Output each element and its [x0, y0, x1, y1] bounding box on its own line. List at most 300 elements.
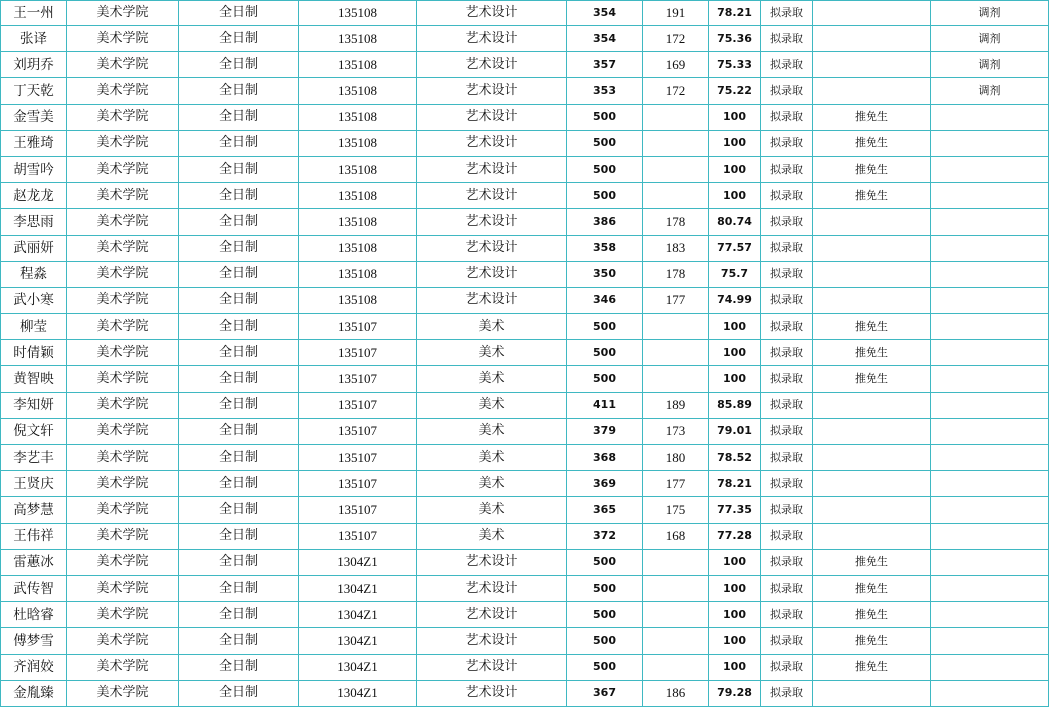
- college-cell: 美术学院: [67, 183, 179, 209]
- name-cell: 程淼: [1, 261, 67, 287]
- remark-cell: [931, 366, 1049, 392]
- major-name-cell: 艺术设计: [417, 654, 567, 680]
- name-cell: 时倩颖: [1, 340, 67, 366]
- admission-status-cell: 拟录取: [761, 366, 813, 392]
- table-row: [1, 628, 1049, 654]
- major-code-cell: 135107: [299, 392, 417, 418]
- remark-cell: [931, 523, 1049, 549]
- study-mode-cell: 全日制: [179, 1, 299, 26]
- study-mode-cell: 全日制: [179, 680, 299, 706]
- exempt-type-cell: [813, 1, 931, 26]
- major-name-cell: 艺术设计: [417, 261, 567, 287]
- total-score-cell: 74.99: [709, 287, 761, 313]
- table-row: [1, 183, 1049, 209]
- total-score-cell: 100: [709, 575, 761, 601]
- table-row: [1, 549, 1049, 575]
- college-cell: 美术学院: [67, 209, 179, 235]
- college-cell: 美术学院: [67, 497, 179, 523]
- remark-cell: [931, 628, 1049, 654]
- major-code-cell: 1304Z1: [299, 628, 417, 654]
- prelim-score-cell: 372: [567, 523, 643, 549]
- table-row: [1, 497, 1049, 523]
- college-cell: 美术学院: [67, 471, 179, 497]
- admission-status-cell: 拟录取: [761, 497, 813, 523]
- admission-status-cell: 拟录取: [761, 104, 813, 130]
- table-row: [1, 340, 1049, 366]
- admission-status-cell: 拟录取: [761, 445, 813, 471]
- table-row: [1, 680, 1049, 706]
- major-name-cell: 艺术设计: [417, 52, 567, 78]
- remark-cell: [931, 575, 1049, 601]
- table-row: [1, 575, 1049, 601]
- remark-cell: [931, 314, 1049, 340]
- total-score-cell: 78.52: [709, 445, 761, 471]
- major-code-cell: 1304Z1: [299, 549, 417, 575]
- admission-status-cell: 拟录取: [761, 287, 813, 313]
- name-cell: 武传智: [1, 575, 67, 601]
- name-cell: 柳莹: [1, 314, 67, 340]
- remark-cell: 调剂: [931, 78, 1049, 104]
- exempt-type-cell: [813, 287, 931, 313]
- study-mode-cell: 全日制: [179, 261, 299, 287]
- major-code-cell: 135107: [299, 418, 417, 444]
- retest-score-cell: 186: [643, 680, 709, 706]
- exempt-type-cell: [813, 78, 931, 104]
- remark-cell: [931, 392, 1049, 418]
- major-name-cell: 艺术设计: [417, 78, 567, 104]
- total-score-cell: 75.33: [709, 52, 761, 78]
- total-score-cell: 78.21: [709, 1, 761, 26]
- name-cell: 黄智映: [1, 366, 67, 392]
- prelim-score-cell: 500: [567, 366, 643, 392]
- name-cell: 杜晗睿: [1, 602, 67, 628]
- table-row: [1, 418, 1049, 444]
- study-mode-cell: 全日制: [179, 628, 299, 654]
- remark-cell: 调剂: [931, 52, 1049, 78]
- study-mode-cell: 全日制: [179, 445, 299, 471]
- major-name-cell: 美术: [417, 366, 567, 392]
- major-name-cell: 美术: [417, 392, 567, 418]
- college-cell: 美术学院: [67, 549, 179, 575]
- name-cell: 武丽妍: [1, 235, 67, 261]
- exempt-type-cell: 推免生: [813, 549, 931, 575]
- table-row: [1, 314, 1049, 340]
- exempt-type-cell: 推免生: [813, 654, 931, 680]
- name-cell: 齐润姣: [1, 654, 67, 680]
- total-score-cell: 100: [709, 366, 761, 392]
- total-score-cell: 100: [709, 602, 761, 628]
- major-name-cell: 艺术设计: [417, 628, 567, 654]
- retest-score-cell: 172: [643, 78, 709, 104]
- college-cell: 美术学院: [67, 602, 179, 628]
- remark-cell: [931, 549, 1049, 575]
- major-code-cell: 135108: [299, 1, 417, 26]
- prelim-score-cell: 353: [567, 78, 643, 104]
- total-score-cell: 100: [709, 130, 761, 156]
- table-row: [1, 392, 1049, 418]
- name-cell: 刘玥乔: [1, 52, 67, 78]
- admission-status-cell: 拟录取: [761, 628, 813, 654]
- retest-score-cell: 177: [643, 471, 709, 497]
- major-code-cell: 135107: [299, 523, 417, 549]
- name-cell: 傅梦雪: [1, 628, 67, 654]
- major-name-cell: 艺术设计: [417, 575, 567, 601]
- exempt-type-cell: 推免生: [813, 602, 931, 628]
- remark-cell: [931, 183, 1049, 209]
- table-row: [1, 366, 1049, 392]
- total-score-cell: 75.7: [709, 261, 761, 287]
- prelim-score-cell: 500: [567, 602, 643, 628]
- major-name-cell: 艺术设计: [417, 602, 567, 628]
- exempt-type-cell: [813, 209, 931, 235]
- major-name-cell: 美术: [417, 418, 567, 444]
- name-cell: 李思雨: [1, 209, 67, 235]
- exempt-type-cell: 推免生: [813, 366, 931, 392]
- retest-score-cell: [643, 366, 709, 392]
- college-cell: 美术学院: [67, 575, 179, 601]
- exempt-type-cell: [813, 497, 931, 523]
- college-cell: 美术学院: [67, 287, 179, 313]
- remark-cell: [931, 156, 1049, 182]
- exempt-type-cell: [813, 235, 931, 261]
- total-score-cell: 100: [709, 340, 761, 366]
- retest-score-cell: [643, 575, 709, 601]
- major-code-cell: 135108: [299, 261, 417, 287]
- exempt-type-cell: [813, 680, 931, 706]
- name-cell: 雷蕙冰: [1, 549, 67, 575]
- study-mode-cell: 全日制: [179, 287, 299, 313]
- total-score-cell: 100: [709, 654, 761, 680]
- admission-status-cell: 拟录取: [761, 261, 813, 287]
- exempt-type-cell: 推免生: [813, 628, 931, 654]
- college-cell: 美术学院: [67, 130, 179, 156]
- admission-status-cell: 拟录取: [761, 78, 813, 104]
- prelim-score-cell: 367: [567, 680, 643, 706]
- remark-cell: [931, 418, 1049, 444]
- admission-status-cell: 拟录取: [761, 183, 813, 209]
- remark-cell: [931, 654, 1049, 680]
- remark-cell: 调剂: [931, 1, 1049, 26]
- remark-cell: [931, 261, 1049, 287]
- name-cell: 王伟祥: [1, 523, 67, 549]
- prelim-score-cell: 369: [567, 471, 643, 497]
- retest-score-cell: 168: [643, 523, 709, 549]
- remark-cell: [931, 445, 1049, 471]
- table-row: [1, 156, 1049, 182]
- study-mode-cell: 全日制: [179, 314, 299, 340]
- major-name-cell: 艺术设计: [417, 235, 567, 261]
- major-code-cell: 135107: [299, 366, 417, 392]
- total-score-cell: 77.28: [709, 523, 761, 549]
- admission-status-cell: 拟录取: [761, 523, 813, 549]
- admission-status-cell: 拟录取: [761, 26, 813, 52]
- college-cell: 美术学院: [67, 1, 179, 26]
- study-mode-cell: 全日制: [179, 654, 299, 680]
- retest-score-cell: 172: [643, 26, 709, 52]
- study-mode-cell: 全日制: [179, 78, 299, 104]
- admission-status-cell: 拟录取: [761, 1, 813, 26]
- retest-score-cell: 175: [643, 497, 709, 523]
- major-name-cell: 艺术设计: [417, 130, 567, 156]
- prelim-score-cell: 500: [567, 654, 643, 680]
- major-code-cell: 135108: [299, 78, 417, 104]
- study-mode-cell: 全日制: [179, 575, 299, 601]
- exempt-type-cell: [813, 445, 931, 471]
- total-score-cell: 100: [709, 628, 761, 654]
- total-score-cell: 100: [709, 549, 761, 575]
- prelim-score-cell: 500: [567, 340, 643, 366]
- college-cell: 美术学院: [67, 654, 179, 680]
- study-mode-cell: 全日制: [179, 26, 299, 52]
- college-cell: 美术学院: [67, 680, 179, 706]
- prelim-score-cell: 357: [567, 52, 643, 78]
- admission-status-cell: 拟录取: [761, 418, 813, 444]
- table-row: [1, 471, 1049, 497]
- college-cell: 美术学院: [67, 104, 179, 130]
- college-cell: 美术学院: [67, 26, 179, 52]
- exempt-type-cell: [813, 26, 931, 52]
- study-mode-cell: 全日制: [179, 392, 299, 418]
- prelim-score-cell: 500: [567, 183, 643, 209]
- college-cell: 美术学院: [67, 340, 179, 366]
- remark-cell: [931, 602, 1049, 628]
- retest-score-cell: [643, 602, 709, 628]
- prelim-score-cell: 500: [567, 314, 643, 340]
- table-row: [1, 287, 1049, 313]
- table-row: [1, 235, 1049, 261]
- major-name-cell: 艺术设计: [417, 183, 567, 209]
- major-code-cell: 135108: [299, 52, 417, 78]
- total-score-cell: 77.57: [709, 235, 761, 261]
- name-cell: 丁天乾: [1, 78, 67, 104]
- exempt-type-cell: [813, 52, 931, 78]
- total-score-cell: 100: [709, 314, 761, 340]
- name-cell: 金胤臻: [1, 680, 67, 706]
- study-mode-cell: 全日制: [179, 523, 299, 549]
- retest-score-cell: 189: [643, 392, 709, 418]
- college-cell: 美术学院: [67, 392, 179, 418]
- table-row: [1, 1, 1049, 26]
- exempt-type-cell: [813, 523, 931, 549]
- total-score-cell: 79.28: [709, 680, 761, 706]
- major-name-cell: 艺术设计: [417, 209, 567, 235]
- major-code-cell: 135108: [299, 235, 417, 261]
- major-code-cell: 1304Z1: [299, 680, 417, 706]
- college-cell: 美术学院: [67, 235, 179, 261]
- admission-status-cell: 拟录取: [761, 471, 813, 497]
- admission-status-cell: 拟录取: [761, 130, 813, 156]
- total-score-cell: 75.36: [709, 26, 761, 52]
- study-mode-cell: 全日制: [179, 549, 299, 575]
- admission-status-cell: 拟录取: [761, 654, 813, 680]
- remark-cell: [931, 680, 1049, 706]
- major-code-cell: 135108: [299, 287, 417, 313]
- exempt-type-cell: 推免生: [813, 575, 931, 601]
- admission-status-cell: 拟录取: [761, 314, 813, 340]
- college-cell: 美术学院: [67, 52, 179, 78]
- retest-score-cell: [643, 156, 709, 182]
- admission-status-cell: 拟录取: [761, 680, 813, 706]
- exempt-type-cell: 推免生: [813, 340, 931, 366]
- prelim-score-cell: 500: [567, 628, 643, 654]
- major-name-cell: 艺术设计: [417, 104, 567, 130]
- admission-status-cell: 拟录取: [761, 235, 813, 261]
- college-cell: 美术学院: [67, 628, 179, 654]
- major-name-cell: 艺术设计: [417, 549, 567, 575]
- table-row: [1, 654, 1049, 680]
- table-row: [1, 602, 1049, 628]
- retest-score-cell: 183: [643, 235, 709, 261]
- name-cell: 倪文轩: [1, 418, 67, 444]
- name-cell: 张译: [1, 26, 67, 52]
- major-code-cell: 1304Z1: [299, 575, 417, 601]
- name-cell: 武小寒: [1, 287, 67, 313]
- study-mode-cell: 全日制: [179, 52, 299, 78]
- table-row: [1, 445, 1049, 471]
- major-code-cell: 135108: [299, 130, 417, 156]
- admission-status-cell: 拟录取: [761, 52, 813, 78]
- major-code-cell: 135107: [299, 445, 417, 471]
- study-mode-cell: 全日制: [179, 209, 299, 235]
- major-name-cell: 艺术设计: [417, 1, 567, 26]
- study-mode-cell: 全日制: [179, 235, 299, 261]
- remark-cell: [931, 287, 1049, 313]
- name-cell: 赵龙龙: [1, 183, 67, 209]
- prelim-score-cell: 346: [567, 287, 643, 313]
- study-mode-cell: 全日制: [179, 104, 299, 130]
- table-row: [1, 78, 1049, 104]
- retest-score-cell: [643, 104, 709, 130]
- college-cell: 美术学院: [67, 523, 179, 549]
- prelim-score-cell: 386: [567, 209, 643, 235]
- study-mode-cell: 全日制: [179, 497, 299, 523]
- prelim-score-cell: 354: [567, 1, 643, 26]
- remark-cell: [931, 209, 1049, 235]
- major-code-cell: 135108: [299, 156, 417, 182]
- table-row: [1, 104, 1049, 130]
- retest-score-cell: 178: [643, 261, 709, 287]
- major-code-cell: 135107: [299, 314, 417, 340]
- name-cell: 王雅琦: [1, 130, 67, 156]
- retest-score-cell: 191: [643, 1, 709, 26]
- admission-status-cell: 拟录取: [761, 392, 813, 418]
- total-score-cell: 79.01: [709, 418, 761, 444]
- total-score-cell: 100: [709, 183, 761, 209]
- college-cell: 美术学院: [67, 314, 179, 340]
- exempt-type-cell: [813, 261, 931, 287]
- total-score-cell: 75.22: [709, 78, 761, 104]
- retest-score-cell: 180: [643, 445, 709, 471]
- college-cell: 美术学院: [67, 366, 179, 392]
- major-name-cell: 美术: [417, 445, 567, 471]
- total-score-cell: 100: [709, 156, 761, 182]
- prelim-score-cell: 500: [567, 104, 643, 130]
- remark-cell: [931, 130, 1049, 156]
- major-code-cell: 135108: [299, 209, 417, 235]
- retest-score-cell: [643, 130, 709, 156]
- major-code-cell: 135107: [299, 340, 417, 366]
- college-cell: 美术学院: [67, 78, 179, 104]
- admission-status-cell: 拟录取: [761, 156, 813, 182]
- admission-status-cell: 拟录取: [761, 575, 813, 601]
- major-code-cell: 135107: [299, 497, 417, 523]
- name-cell: 王一州: [1, 1, 67, 26]
- table-row: [1, 130, 1049, 156]
- study-mode-cell: 全日制: [179, 183, 299, 209]
- remark-cell: 调剂: [931, 26, 1049, 52]
- prelim-score-cell: 379: [567, 418, 643, 444]
- major-code-cell: 135108: [299, 26, 417, 52]
- name-cell: 李艺丰: [1, 445, 67, 471]
- retest-score-cell: [643, 340, 709, 366]
- major-name-cell: 美术: [417, 523, 567, 549]
- name-cell: 金雪美: [1, 104, 67, 130]
- major-name-cell: 美术: [417, 340, 567, 366]
- remark-cell: [931, 497, 1049, 523]
- name-cell: 高梦慧: [1, 497, 67, 523]
- total-score-cell: 80.74: [709, 209, 761, 235]
- major-name-cell: 美术: [417, 471, 567, 497]
- name-cell: 胡雪吟: [1, 156, 67, 182]
- study-mode-cell: 全日制: [179, 418, 299, 444]
- admission-status-cell: 拟录取: [761, 209, 813, 235]
- exempt-type-cell: [813, 392, 931, 418]
- remark-cell: [931, 104, 1049, 130]
- retest-score-cell: [643, 628, 709, 654]
- remark-cell: [931, 340, 1049, 366]
- total-score-cell: 85.89: [709, 392, 761, 418]
- admission-status-cell: 拟录取: [761, 602, 813, 628]
- exempt-type-cell: 推免生: [813, 156, 931, 182]
- total-score-cell: 100: [709, 104, 761, 130]
- study-mode-cell: 全日制: [179, 471, 299, 497]
- major-code-cell: 1304Z1: [299, 654, 417, 680]
- retest-score-cell: 173: [643, 418, 709, 444]
- retest-score-cell: 178: [643, 209, 709, 235]
- prelim-score-cell: 350: [567, 261, 643, 287]
- study-mode-cell: 全日制: [179, 130, 299, 156]
- retest-score-cell: [643, 183, 709, 209]
- remark-cell: [931, 471, 1049, 497]
- exempt-type-cell: 推免生: [813, 104, 931, 130]
- prelim-score-cell: 411: [567, 392, 643, 418]
- prelim-score-cell: 354: [567, 26, 643, 52]
- major-name-cell: 美术: [417, 314, 567, 340]
- prelim-score-cell: 365: [567, 497, 643, 523]
- study-mode-cell: 全日制: [179, 602, 299, 628]
- prelim-score-cell: 368: [567, 445, 643, 471]
- college-cell: 美术学院: [67, 418, 179, 444]
- exempt-type-cell: 推免生: [813, 314, 931, 340]
- total-score-cell: 78.21: [709, 471, 761, 497]
- college-cell: 美术学院: [67, 445, 179, 471]
- exempt-type-cell: [813, 471, 931, 497]
- prelim-score-cell: 500: [567, 130, 643, 156]
- major-name-cell: 艺术设计: [417, 680, 567, 706]
- retest-score-cell: 177: [643, 287, 709, 313]
- retest-score-cell: 169: [643, 52, 709, 78]
- prelim-score-cell: 500: [567, 549, 643, 575]
- prelim-score-cell: 500: [567, 575, 643, 601]
- name-cell: 李知妍: [1, 392, 67, 418]
- major-code-cell: 1304Z1: [299, 602, 417, 628]
- table-row: [1, 26, 1049, 52]
- exempt-type-cell: 推免生: [813, 183, 931, 209]
- major-name-cell: 美术: [417, 497, 567, 523]
- college-cell: 美术学院: [67, 261, 179, 287]
- table-row: [1, 261, 1049, 287]
- major-code-cell: 135108: [299, 104, 417, 130]
